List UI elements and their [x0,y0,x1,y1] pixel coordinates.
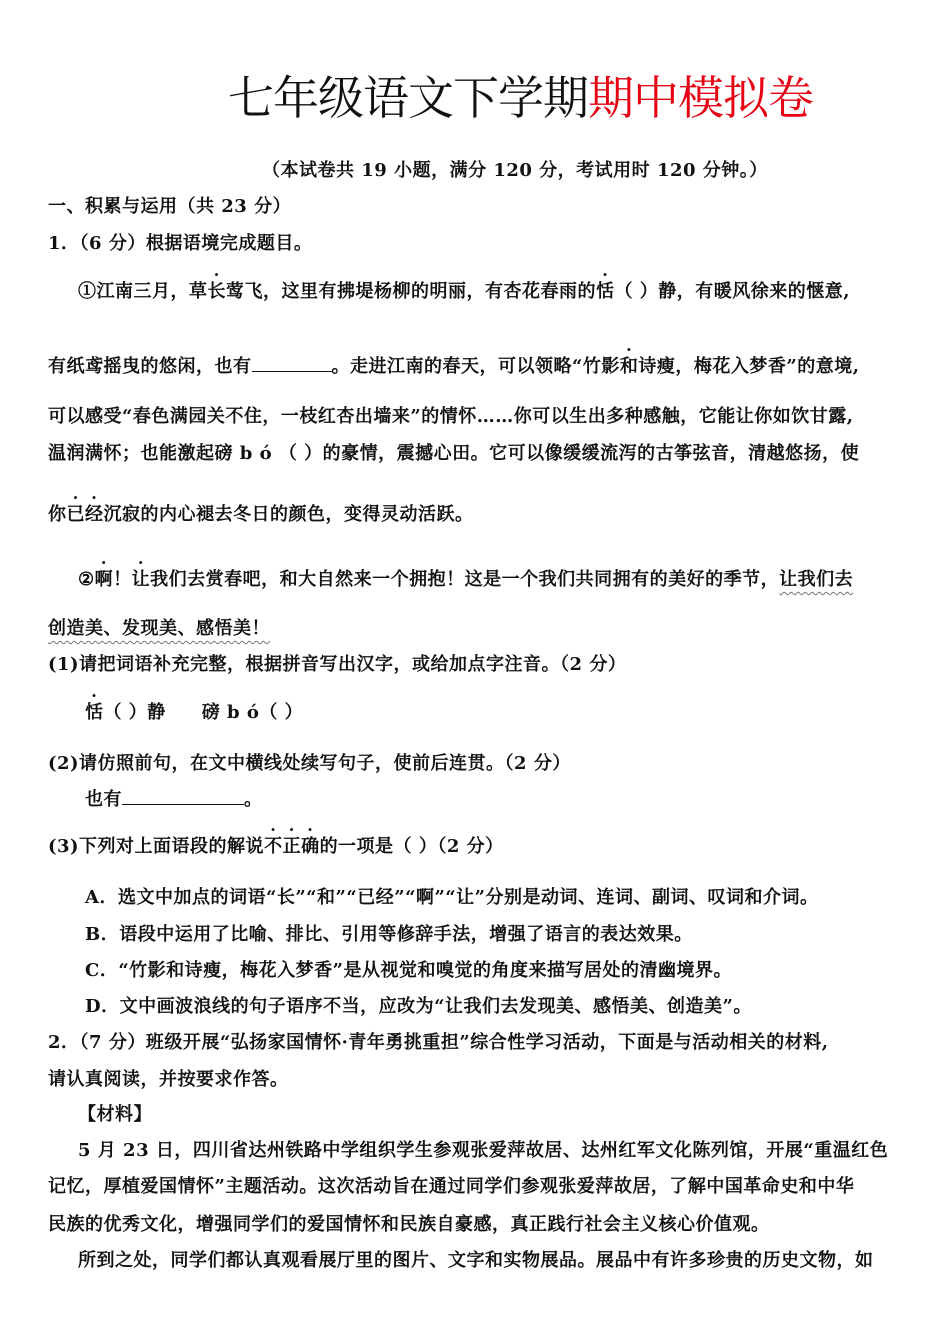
dotted-char-bu: 不 [264,836,283,857]
subquestion-1: (1)请把词语补充完整，根据拼音写出汉字，或给加点字注音。（2 分） [48,654,627,675]
passage-line-4: 温润满怀；也能激起磅 b ó （ ）的豪情，震撼心田。它可以像缓缓流泻的古筝弦音，清越悠扬，使 [48,443,860,464]
dotted-char-zheng: 正 [282,836,302,857]
question-2-stem-line-1: 2．（7 分）班级开展“弘扬家国情怀·青年勇挑重担”综合性学习活动，下面是与活动相关的材料, [48,1032,829,1053]
passage-line-5: 你已经沉寂的内心褪去冬日的颜色，变得灵动活跃。 [48,504,474,525]
wavy-underlined-text: 让我们去 [779,569,854,590]
dotted-char-que: 确 [301,836,320,857]
dotted-char-tian: 恬 [596,281,615,302]
passage-line-3: 可以感受“春色满园关不住，一枝红杏出墙来”的情怀……你可以生出多种感触，它能让你如饮甘露, [48,406,854,427]
question-2-stem-line-2: 请认真阅读，并按要求作答。 [48,1069,289,1090]
material-line-4: 所到之处，同学们都认真观看展厅里的图片、文字和实物展品。展品中有许多珍贵的历史文物，如 [78,1250,874,1271]
dotted-char-jing: 经 [85,504,104,525]
dotted-char-yi: 已 [66,504,85,525]
dotted-char-rang: 让 [131,569,151,590]
section-heading: 一、积累与运用（共 23 分） [48,196,292,217]
wavy-underlined-text-end: 创造美、发现美、感悟美！ [48,618,270,639]
fill-blank-1[interactable] [252,357,332,372]
material-line-2: 记忆，厚植爱国情怀”主题活动。这次活动旨在通过同学们参观张爱萍故居，了解中国革命史和中华 [48,1176,855,1197]
subquestion-3: (3)下列对上面语段的解说不正确的一项是（ ）（2 分） [48,836,504,857]
subquestion-1-answer-line: 恬（ ）静 磅 b ó（ ） [85,702,304,723]
exam-title [228,62,813,128]
option-a: A．选文中加点的词语“长”“和”“已经”“啊”“让”分别是动词、连词、副词、叹词和介词。 [85,887,819,908]
option-c: C．“竹影和诗瘦，梅花入梦香”是从视觉和嗅觉的角度来描写居处的清幽境界。 [85,960,733,981]
dotted-char-tian-2: 恬 [85,702,104,723]
subquestion-2: (2)请仿照前句，在文中横线处续写句子，使前后连贯。（2 分） [48,753,571,774]
dotted-char-zhang: 长 [207,281,226,302]
dotted-char-a: 啊 [94,569,114,590]
fill-blank-2[interactable] [122,790,244,805]
material-line-1: 5 月 23 日，四川省达州铁路中学组织学生参观张爱萍故居、达州红军文化陈列馆，开展“重温红色 [78,1140,889,1161]
passage-line-2: 有纸鸢摇曳的悠闲，也有 。走进江南的春天，可以领略“竹影和诗瘦，梅花入梦香”的意境, [48,356,860,377]
option-d: D．文中画波浪线的句子语序不当，应改为“让我们去发现美、感悟美、创造美”。 [85,996,752,1017]
material-line-3: 民族的优秀文化，增强同学们的爱国情怀和民族自豪感，真正践行社会主义核心价值观。 [48,1214,770,1235]
question-1-stem: 1．（6 分）根据语境完成题目。 [48,233,313,254]
title-black: 七年级语文下学期 [228,71,588,125]
passage-line-7 [48,614,270,640]
subquestion-2-answer-line: 也有 。 [85,789,263,810]
passage-line-6: ②啊！让我们去赏春吧，和大自然来一个拥抱！这是一个我们共同拥有的美好的季节，让我们去 [78,569,854,590]
passage-line-1: ①江南三月，草长莺飞，这里有拂堤杨柳的明丽，有杏花春雨的恬（ ）静，有暖风徐来的惬意, [78,281,851,302]
exam-subtitle: （本试卷共 19 小题，满分 120 分，考试用时 120 分钟。） [262,160,768,181]
title-red: 期中模拟卷 [588,71,813,125]
dotted-char-he: 和 [619,356,639,377]
option-b: B．语段中运用了比喻、排比、引用等修辞手法，增强了语言的表达效果。 [85,924,693,945]
material-label: 【材料】 [78,1104,152,1125]
